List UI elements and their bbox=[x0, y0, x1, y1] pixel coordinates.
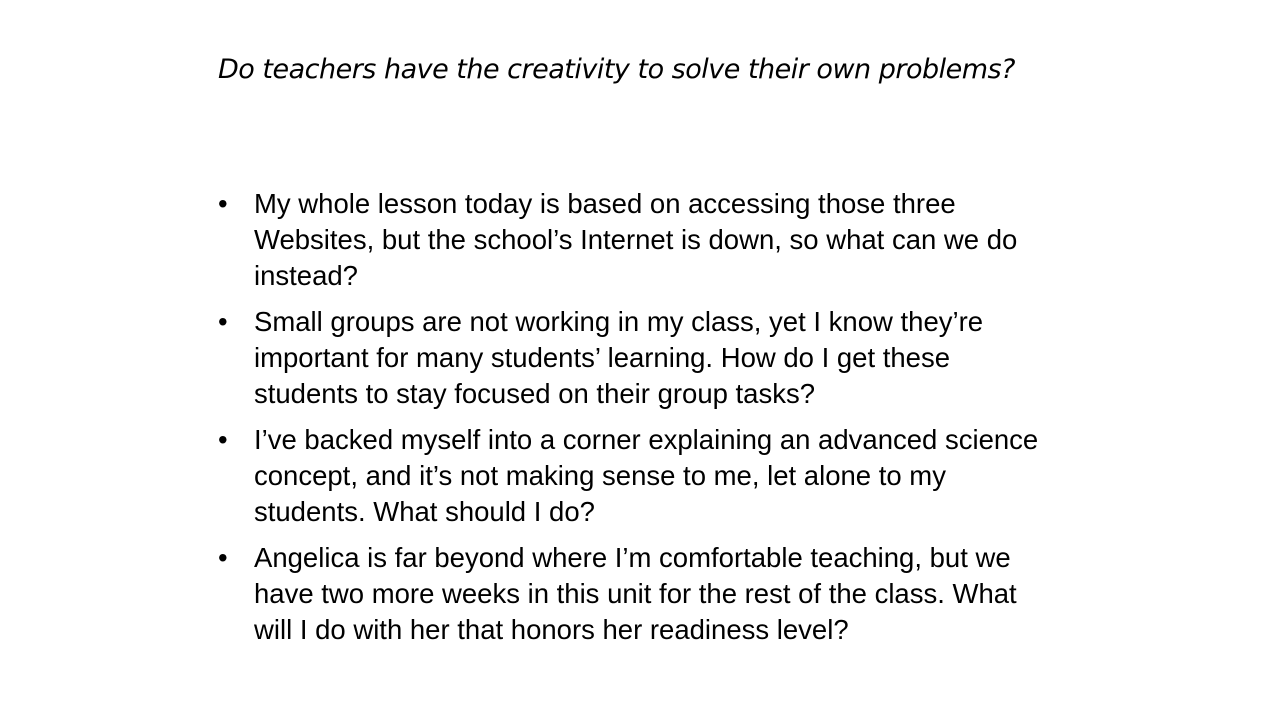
bullet-item bbox=[218, 540, 1058, 648]
bullet-item bbox=[218, 304, 1058, 412]
bullet-text: Angelica is far beyond where I’m comfortable teaching, but we have two more weeks in this unit for the rest of the class. What will I do with her that honors her readiness level? bbox=[254, 542, 1017, 645]
bullet-text: Small groups are not working in my class, yet I know they’re important for many students’ learning. How do I get these students to stay focused on their group tasks? bbox=[254, 306, 984, 409]
bullet-marker: • bbox=[218, 306, 228, 337]
slide-title: Do teachers have the creativity to solve their own problems? bbox=[218, 54, 1015, 85]
bullet-item bbox=[218, 422, 1058, 530]
bullet-text: I’ve backed myself into a corner explaining an advanced science concept, and it’s not making sense to me, let alone to my students. What should I do? bbox=[254, 424, 1039, 527]
bullet-item bbox=[218, 186, 1058, 294]
bullet-text: My whole lesson today is based on accessing those three Websites, but the school’s Internet is down, so what can we do instead? bbox=[254, 188, 1018, 291]
bullet-marker: • bbox=[218, 542, 228, 573]
bullet-marker: • bbox=[218, 188, 228, 219]
bullet-marker: • bbox=[218, 424, 228, 455]
bullet-list bbox=[218, 186, 1058, 658]
